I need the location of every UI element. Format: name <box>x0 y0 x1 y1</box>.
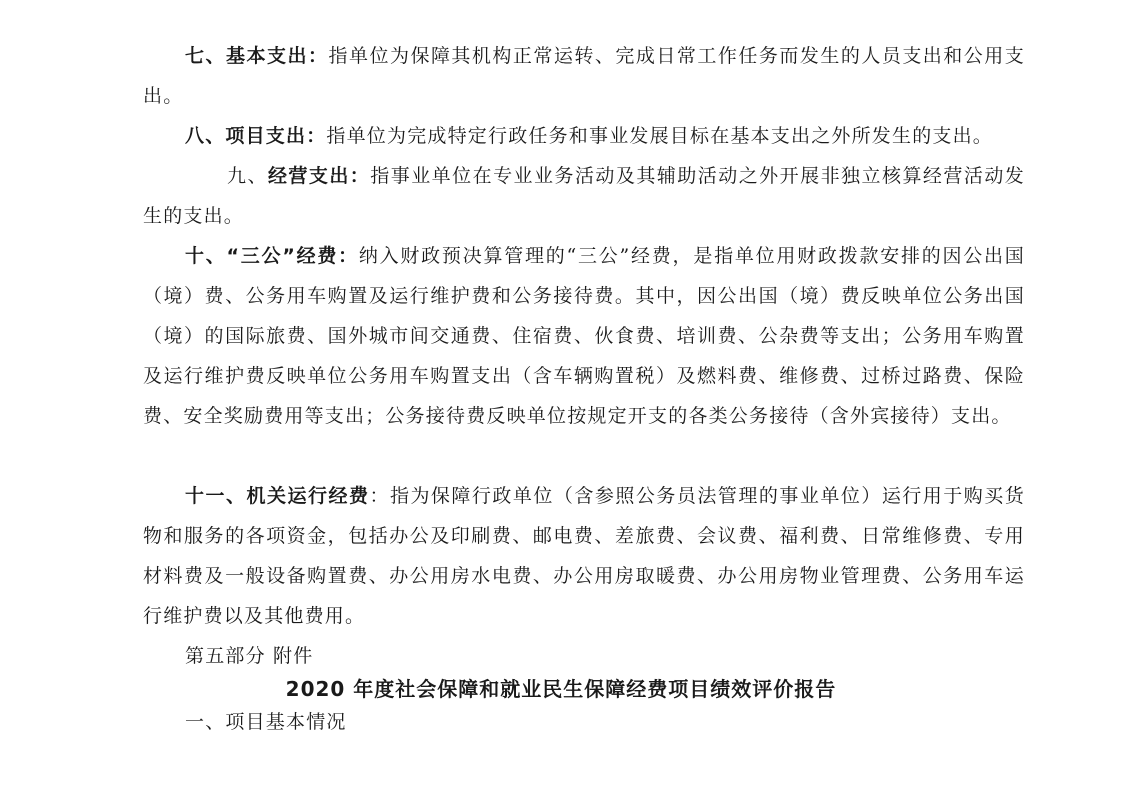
section-three-public-expenses <box>143 236 1025 436</box>
subsection-heading: 一、项目基本情况 <box>185 711 347 733</box>
section-body: 纳入财政预决算管理的“三公”经费，是指单位用财政拨款安排的因公出国（境）费、公务用车购置及运行维护费和公务接待费。其中，因公出国（境）费反映单位公务出国（境）的国际旅费、国外城市间交通费、住宿费、伙食费、培训费、公杂费等支出；公务用车购置及运行维护费反映单位公务用车购置支出（含车辆购置税）及燃料费、维修费、过桥过路费、保险费、安全奖励费用等支出；公务接待费反映单位按规定开支的各类公务接待（含外宾接待）支出。 <box>143 245 1026 427</box>
section-prefix: 九、 <box>227 165 268 187</box>
part-heading: 第五部分 附件 <box>185 645 314 667</box>
section-lead: 十一、机关运行经费 <box>185 485 370 507</box>
section-body: 指事业单位在专业业务活动及其辅助活动之外开展非独立核算经营活动发生的支出。 <box>143 165 1025 227</box>
section-basic-expenditure <box>143 36 1025 116</box>
section-lead: 八、项目支出： <box>185 125 327 147</box>
section-body: ：指为保障行政单位（含参照公务员法管理的事业单位）运行用于购买货物和服务的各项资金，包括办公及印刷费、邮电费、差旅费、会议费、福利费、日常维修费、专用材料费及一般设备购置费、办公用房水电费、办公用房取暖费、办公用房物业管理费、公务用车运行维护费以及其他费用。 <box>143 485 1025 627</box>
section-agency-operating-expenses <box>143 476 1025 636</box>
section-lead: 经营支出： <box>267 165 371 187</box>
section-project-expenditure <box>143 116 1025 156</box>
section-operating-expenditure <box>143 156 1025 236</box>
report-title: 2020 年度社会保障和就业民生保障经费项目绩效评价报告 <box>285 677 837 701</box>
section-lead: 七、基本支出： <box>185 45 329 67</box>
section-body: 指单位为保障其机构正常运转、完成日常工作任务而发生的人员支出和公用支出。 <box>143 45 1025 107</box>
section-lead: 十、“三公”经费： <box>185 245 359 267</box>
section-body: 指单位为完成特定行政任务和事业发展目标在基本支出之外所发生的支出。 <box>326 125 994 147</box>
